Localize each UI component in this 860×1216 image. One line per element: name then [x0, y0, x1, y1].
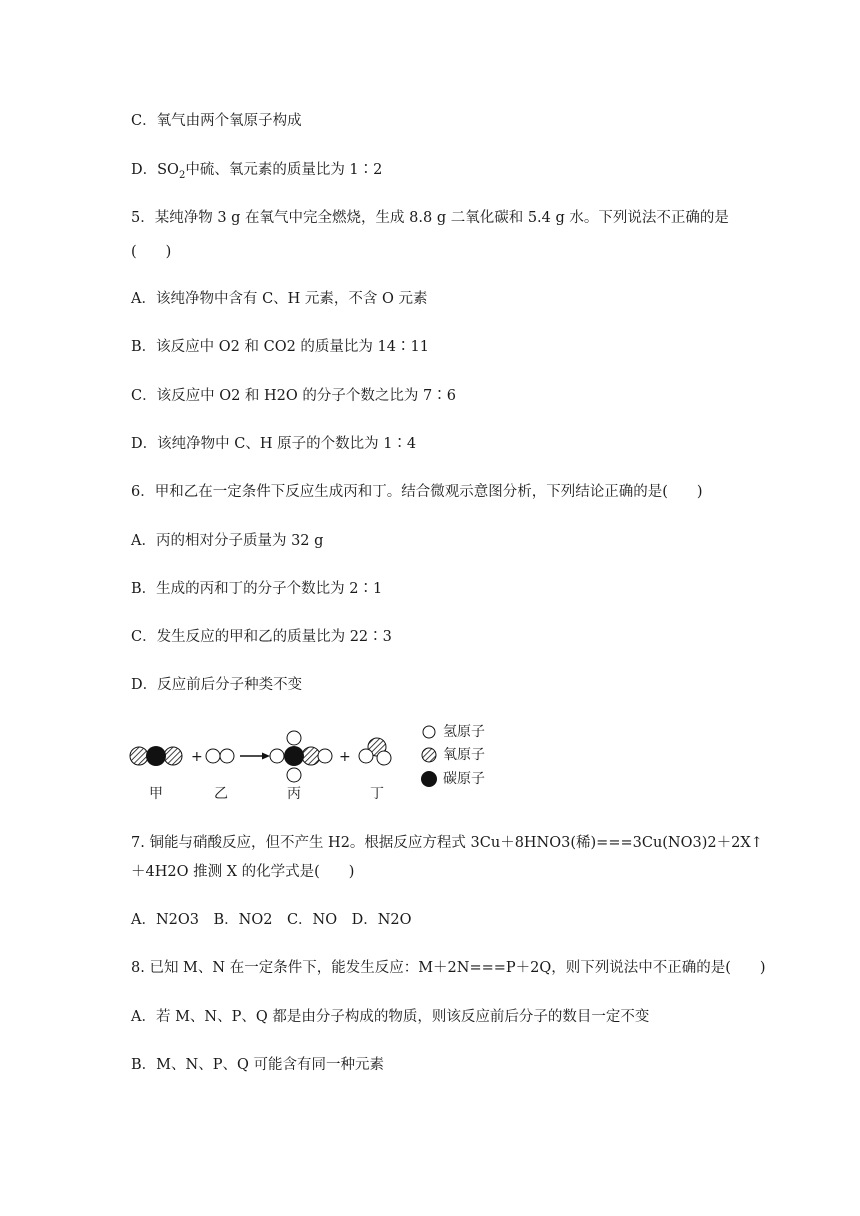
question-8-stem: 8. 已知 M、N 在一定条件下，能发生反应：M＋2N===P＋2Q，则下列说法中不正确的是( ) [131, 960, 766, 976]
option-6d: D．反应前后分子种类不变 [131, 677, 303, 693]
option-5d: D．该纯净物中 C、H 原子的个数比为 1∶4 [131, 436, 417, 452]
option-4d-prefix: D．SO [131, 162, 179, 178]
option-5b: B．该反应中 O2 和 CO2 的质量比为 14∶11 [131, 339, 429, 355]
plus-sign-2: + [339, 749, 351, 765]
option-5a: A．该纯净物中含有 C、H 元素，不含 O 元素 [131, 291, 428, 307]
label-jia: 甲 [149, 786, 163, 802]
reaction-arrow [240, 753, 270, 760]
label-yi: 乙 [214, 786, 228, 802]
question-5-paren: ( ) [131, 244, 172, 260]
molecule-bing [270, 731, 332, 782]
legend-carbon: 碳原子 [443, 771, 485, 787]
molecule-ding [359, 738, 391, 765]
option-6b: B．生成的丙和丁的分子个数比为 2∶1 [131, 581, 383, 597]
molecule-jia [130, 746, 182, 766]
option-4d-subscript: 2 [178, 169, 186, 181]
question-6-stem: 6．甲和乙在一定条件下反应生成丙和丁。结合微观示意图分析，下列结论正确的是( ) [131, 484, 703, 500]
question-7-options: A．N2O3 B．NO2 C．NO D．N2O [131, 912, 412, 928]
label-bing: 丙 [287, 786, 301, 802]
legend-hydrogen: 氢原子 [443, 724, 485, 740]
question-7-stem-cont: ＋4H2O 推测 X 的化学式是( ) [131, 864, 355, 880]
molecule-yi [206, 749, 234, 763]
legend-swatches [421, 726, 437, 787]
plus-sign-1: + [191, 749, 203, 765]
question-5-stem: 5．某纯净物 3 g 在氧气中完全燃烧，生成 8.8 g 二氧化碳和 5.4 g 水。下列说法不正确的是 [131, 210, 729, 226]
question-7-stem: 7. 铜能与硝酸反应，但不产生 H2。根据反应方程式 3Cu＋8HNO3(稀)===3Cu(NO3)2＋2X↑ [131, 835, 763, 851]
option-4c: C．氧气由两个氧原子构成 [131, 113, 302, 129]
legend-oxygen: 氧原子 [443, 747, 485, 763]
label-ding: 丁 [370, 786, 384, 802]
option-8a: A．若 M、N、P、Q 都是由分子构成的物质，则该反应前后分子的数目一定不变 [131, 1009, 650, 1025]
option-6a: A．丙的相对分子质量为 32 g [131, 533, 324, 549]
option-6c: C．发生反应的甲和乙的质量比为 22∶3 [131, 629, 392, 645]
reaction-micro-diagram [128, 718, 508, 804]
option-5c: C．该反应中 O2 和 H2O 的分子个数之比为 7∶6 [131, 388, 456, 404]
option-4d-suffix: 中硫、氧元素的质量比为 1∶2 [185, 162, 383, 178]
option-4d [131, 160, 382, 186]
option-8b: B．M、N、P、Q 可能含有同一种元素 [131, 1057, 384, 1073]
